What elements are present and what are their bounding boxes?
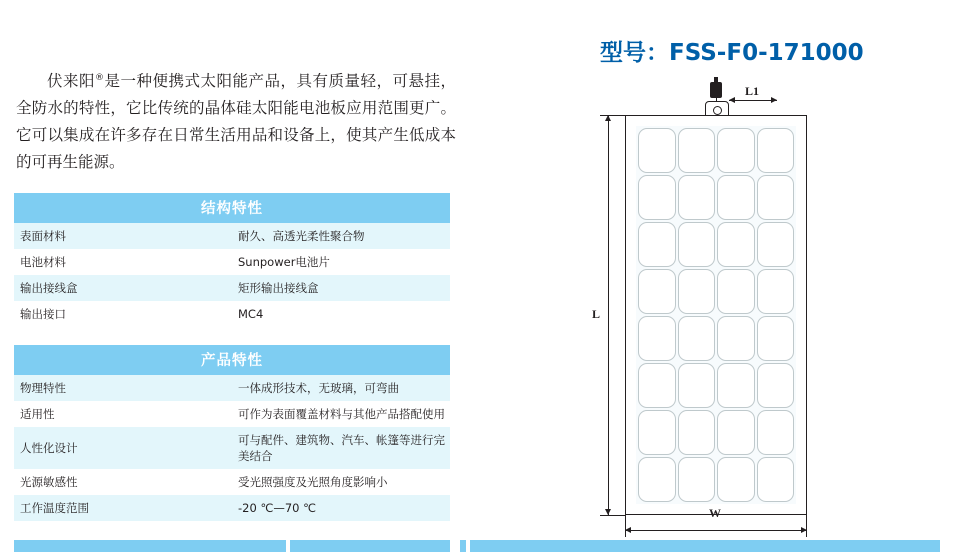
solar-cell: [757, 363, 795, 408]
solar-cell: [717, 222, 755, 267]
row-label: 适用性: [14, 401, 232, 427]
solar-cell: [717, 457, 755, 502]
solar-cell: [678, 269, 716, 314]
solar-cell: [638, 269, 676, 314]
row-label: 输出接口: [14, 301, 232, 327]
dim-left-line: [608, 115, 609, 515]
row-value: 可作为表面覆盖材料与其他产品搭配使用: [232, 401, 450, 427]
dim-bottom-label: W: [709, 506, 721, 520]
dim-bottom-ext-right: [806, 515, 807, 537]
row-value: 矩形输出接线盒: [232, 275, 450, 301]
solar-cell: [678, 457, 716, 502]
solar-cell: [678, 128, 716, 173]
solar-cell: [638, 363, 676, 408]
footer-strip-segment: [14, 540, 286, 552]
dim-left-label: L: [592, 307, 601, 321]
solar-cell: [678, 410, 716, 455]
table-row: [14, 223, 450, 249]
solar-cell: [638, 175, 676, 220]
panel-technical-drawing: [590, 82, 940, 532]
solar-cell: [638, 222, 676, 267]
model-number: 型号：FSS-F0-171000: [600, 40, 864, 66]
row-value: 可与配件、建筑物、汽车、帐篷等进行完美结合: [232, 427, 450, 469]
solar-cell: [638, 128, 676, 173]
solar-panel-outline: [625, 115, 807, 515]
row-label: 表面材料: [14, 223, 232, 249]
row-label: 工作温度范围: [14, 495, 232, 521]
footer-strip-segment: [290, 540, 450, 552]
row-value: Sunpower电池片: [232, 249, 450, 275]
footer-accent-strip-right: [460, 540, 950, 552]
dim-bottom-line: [625, 530, 807, 531]
row-value: 耐久、高透光柔性聚合物: [232, 223, 450, 249]
solar-cell: [678, 316, 716, 361]
solar-cell: [757, 269, 795, 314]
row-label: 输出接线盒: [14, 275, 232, 301]
table-row: [14, 249, 450, 275]
solar-cell: [638, 457, 676, 502]
table-row: [14, 495, 450, 521]
row-value: -20 ℃—70 ℃: [232, 495, 450, 521]
dim-bottom-ext-left: [625, 515, 626, 537]
table-row: [14, 275, 450, 301]
left-column: [0, 0, 470, 550]
solar-cell: [717, 316, 755, 361]
dim-left-ext-bottom: [600, 515, 625, 516]
row-label: 光源敏感性: [14, 469, 232, 495]
product-characteristics-table: [14, 345, 450, 521]
dim-left-ext-top: [600, 115, 625, 116]
structure-table-header: [14, 193, 450, 223]
product-table-title: 产品特性: [14, 345, 450, 375]
row-label: 电池材料: [14, 249, 232, 275]
table-row: [14, 427, 450, 469]
solar-cell: [717, 410, 755, 455]
footer-accent-strip-left: [14, 540, 450, 552]
dim-top-line: [729, 100, 777, 101]
intro-rest: 是一种便携式太阳能产品，具有质量轻，可悬挂，全防水的特性，它比传统的晶体硅太阳能电池板应用范围更广。它可以集成在许多存在日常生活用品和设备上，使其产生低成本的可再生能源。: [16, 71, 456, 171]
table-row: [14, 469, 450, 495]
solar-cell: [678, 222, 716, 267]
solar-cell: [717, 128, 755, 173]
solar-cell: [638, 410, 676, 455]
solar-cell: [678, 363, 716, 408]
dim-top-arrow-right: [771, 97, 777, 103]
footer-strip-segment: [470, 540, 940, 552]
right-column: [470, 0, 958, 550]
structure-characteristics-table: [14, 193, 450, 327]
intro-paragraph: [16, 68, 456, 177]
product-table-header: [14, 345, 450, 375]
row-value: MC4: [232, 301, 450, 327]
structure-table-title: 结构特性: [14, 193, 450, 223]
solar-cell: [678, 175, 716, 220]
dim-top-label: L1: [745, 84, 760, 98]
intro-brand: 伏来阳: [47, 71, 95, 90]
solar-cell: [638, 316, 676, 361]
row-value: 受光照强度及光照角度影响小: [232, 469, 450, 495]
registered-mark: ®: [95, 72, 104, 83]
solar-cell: [757, 316, 795, 361]
solar-cell: [757, 175, 795, 220]
solar-cell: [757, 410, 795, 455]
cable-line: [716, 82, 717, 102]
solar-cell: [717, 269, 755, 314]
solar-cell: [757, 128, 795, 173]
solar-cell: [757, 457, 795, 502]
footer-strip-segment: [460, 540, 466, 552]
solar-cell: [717, 175, 755, 220]
dim-top-arrow-left: [729, 97, 735, 103]
table-row: [14, 401, 450, 427]
row-label: 人性化设计: [14, 427, 232, 469]
solar-cell: [717, 363, 755, 408]
table-row: [14, 375, 450, 401]
row-label: 物理特性: [14, 375, 232, 401]
solar-cell: [757, 222, 795, 267]
table-row: [14, 301, 450, 327]
row-value: 一体成形技术，无玻璃，可弯曲: [232, 375, 450, 401]
solar-cell-grid: [636, 126, 796, 504]
